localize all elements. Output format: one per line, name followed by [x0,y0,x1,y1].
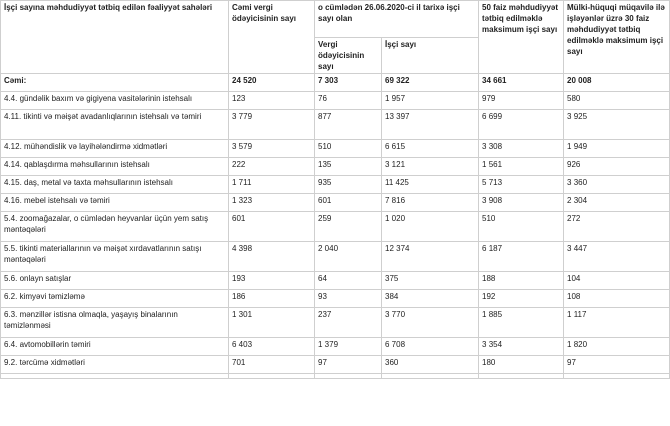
row-activity: 5.5. tikinti materiallarının və məişət xırdavatlarının satışı məntəqələri [1,242,229,272]
row-activity: 4.16. mebel istehsalı və təmiri [1,194,229,212]
row-fifty-percent: 979 [479,92,564,110]
total-taxpayers-count: 7 303 [315,74,382,92]
row-taxpayers-total: 222 [229,158,315,176]
row-civil-law: 1 117 [564,308,670,338]
row-taxpayers-total: 701 [229,356,315,374]
header-taxpayers-total: Cəmi vergi ödəyicisinin sayı [229,1,315,74]
header-fifty-percent: 50 faiz məhdudiyyət tətbiq edilməklə maksimum işçi sayı [479,1,564,74]
row-employees: 6 708 [382,338,479,356]
table-header [1,1,670,74]
row-fifty-percent: 1 561 [479,158,564,176]
row-civil-law: 1 949 [564,140,670,158]
row-taxpayers-total: 123 [229,92,315,110]
row-employees: 11 425 [382,176,479,194]
table-row [1,212,670,242]
row-taxpayers-total: 1 323 [229,194,315,212]
table-row [1,158,670,176]
row-taxpayers-total: 193 [229,272,315,290]
row-employees: 360 [382,356,479,374]
row-employees: 375 [382,272,479,290]
row-fifty-percent: 192 [479,290,564,308]
row-fifty-percent: 510 [479,212,564,242]
table-row [1,176,670,194]
header-as-of-group: o cümlədən 26.06.2020-ci il tarixə işçi sayı olan [315,1,479,38]
row-taxpayers-count: 237 [315,308,382,338]
row-fifty-percent: 1 885 [479,308,564,338]
row-civil-law: 926 [564,158,670,176]
row-civil-law: 2 304 [564,194,670,212]
row-taxpayers-total: 1 711 [229,176,315,194]
row-employees: 3 121 [382,158,479,176]
row-employees: 3 770 [382,308,479,338]
row-taxpayers-count: 510 [315,140,382,158]
header-taxpayers-count: Vergi ödəyicisinin sayı [315,38,382,74]
table-row [1,92,670,110]
table-row [1,194,670,212]
header-employees: İşçi sayı [382,38,479,74]
row-fifty-percent: 3 308 [479,140,564,158]
row-activity: 4.12. mühəndislik və layihələndirmə xidmətləri [1,140,229,158]
total-employees: 69 322 [382,74,479,92]
row-civil-law: 3 925 [564,110,670,140]
table-body [1,74,670,379]
row-civil-law: 1 820 [564,338,670,356]
row-civil-law: 3 360 [564,176,670,194]
row-civil-law: 97 [564,356,670,374]
table-row [1,110,670,140]
row-taxpayers-total: 4 398 [229,242,315,272]
row-civil-law: 580 [564,92,670,110]
row-taxpayers-total: 186 [229,290,315,308]
row-taxpayers-total: 6 403 [229,338,315,356]
row-civil-law: 272 [564,212,670,242]
table-row-partial [1,374,670,379]
row-activity: 5.6. onlayn satışlar [1,272,229,290]
table-row [1,140,670,158]
row-taxpayers-count: 135 [315,158,382,176]
total-taxpayers-total: 24 520 [229,74,315,92]
table-row [1,272,670,290]
row-employees: 6 615 [382,140,479,158]
table-row [1,356,670,374]
row-activity: 4.4. gündəlik baxım və gigiyena vasitələrinin istehsalı [1,92,229,110]
row-taxpayers-count: 1 379 [315,338,382,356]
row-taxpayers-total: 601 [229,212,315,242]
table-row [1,290,670,308]
row-employees: 384 [382,290,479,308]
row-taxpayers-count: 259 [315,212,382,242]
row-activity: 5.4. zoomağazalar, o cümlədən heyvanlar üçün yem satış məntəqələri [1,212,229,242]
row-employees: 13 397 [382,110,479,140]
row-civil-law: 108 [564,290,670,308]
table-row [1,242,670,272]
row-activity: 9.2. tərcümə xidmətləri [1,356,229,374]
row-taxpayers-count: 877 [315,110,382,140]
row-taxpayers-count: 76 [315,92,382,110]
row-employees: 1 957 [382,92,479,110]
header-activity: İşçi sayına məhdudiyyət tətbiq edilən fəaliyyət sahələri [1,1,229,74]
row-fifty-percent: 6 699 [479,110,564,140]
total-fifty-percent: 34 661 [479,74,564,92]
header-civil-law: Mülki-hüquqi müqavilə ilə işləyənlər üzrə 30 faiz məhdudiyyət tətbiq edilməklə maksimum işçi sayı [564,1,670,74]
row-activity: 4.14. qablaşdırma məhsullarının istehsalı [1,158,229,176]
row-employees: 12 374 [382,242,479,272]
row-fifty-percent: 5 713 [479,176,564,194]
row-fifty-percent: 6 187 [479,242,564,272]
row-fifty-percent: 3 354 [479,338,564,356]
row-activity: 4.15. daş, metal və taxta məhsullarının istehsalı [1,176,229,194]
row-employees: 7 816 [382,194,479,212]
row-fifty-percent: 3 908 [479,194,564,212]
row-taxpayers-count: 935 [315,176,382,194]
row-taxpayers-count: 97 [315,356,382,374]
row-taxpayers-count: 2 040 [315,242,382,272]
row-taxpayers-count: 93 [315,290,382,308]
row-fifty-percent: 180 [479,356,564,374]
row-activity: 6.2. kimyəvi təmizləmə [1,290,229,308]
row-taxpayers-count: 601 [315,194,382,212]
row-taxpayers-total: 1 301 [229,308,315,338]
table-row [1,338,670,356]
row-employees: 1 020 [382,212,479,242]
row-taxpayers-total: 3 579 [229,140,315,158]
total-civil-law: 20 008 [564,74,670,92]
row-activity: 6.4. avtomobillərin təmiri [1,338,229,356]
row-activity: 6.3. mənzillər istisna olmaqla, yaşayış binalarının təmizlənməsi [1,308,229,338]
row-activity: 4.11. tikinti və məişət avadanlıqlarının istehsalı və təmiri [1,110,229,140]
row-taxpayers-count: 64 [315,272,382,290]
row-civil-law: 104 [564,272,670,290]
row-taxpayers-total: 3 779 [229,110,315,140]
row-fifty-percent: 188 [479,272,564,290]
table-row [1,308,670,338]
total-row [1,74,670,92]
row-civil-law: 3 447 [564,242,670,272]
total-label: Cəmi: [1,74,229,92]
